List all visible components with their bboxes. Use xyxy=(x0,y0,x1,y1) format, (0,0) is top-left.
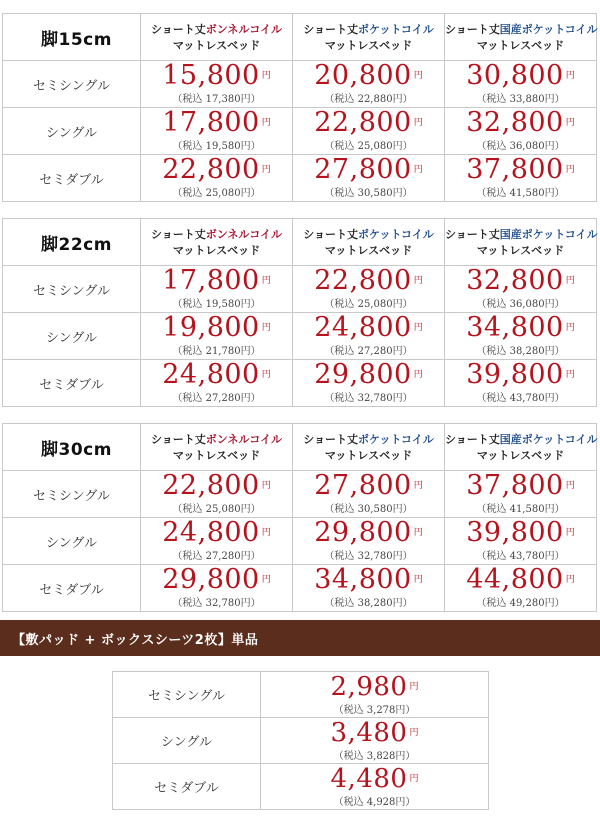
tax-included-price: （税込 3,828円） xyxy=(333,750,416,762)
header-suffix: マットレスベッド xyxy=(476,448,565,462)
yen-unit: 円 xyxy=(261,528,271,538)
price-cell xyxy=(445,61,597,108)
price-cell xyxy=(445,108,597,155)
price-cell xyxy=(141,518,293,565)
tax-included-price: （税込 32,780円） xyxy=(324,393,413,404)
price-cell xyxy=(293,155,445,202)
price-cell xyxy=(141,155,293,202)
price-value: 29,800 xyxy=(162,564,260,595)
table-row xyxy=(113,718,489,764)
tax-included-price: （税込 30,580円） xyxy=(324,504,413,515)
header-coil-type: 国産ポケットコイル xyxy=(499,22,598,36)
size-label: シングル xyxy=(3,108,141,155)
table-row xyxy=(3,155,597,202)
price-cell xyxy=(293,108,445,155)
price-value: 39,800 xyxy=(466,359,564,390)
header-coil-type: ポケットコイル xyxy=(358,227,434,241)
tax-included-price: （税込 25,080円） xyxy=(172,504,261,515)
tax-included-price: （税込 43,780円） xyxy=(476,393,565,404)
column-header xyxy=(293,14,445,61)
price-value: 4,480 xyxy=(330,763,408,794)
column-header xyxy=(445,219,597,266)
yen-unit: 円 xyxy=(261,71,271,81)
tax-included-price: （税込 49,280円） xyxy=(476,598,565,609)
tax-included-price: （税込 3,278円） xyxy=(333,704,416,716)
yen-unit: 円 xyxy=(261,575,271,585)
yen-unit: 円 xyxy=(409,681,419,692)
table-row xyxy=(3,360,597,407)
size-label: セミシングル xyxy=(3,471,141,518)
tax-included-price: （税込 25,080円） xyxy=(324,299,413,310)
yen-unit: 円 xyxy=(261,370,271,380)
table-row xyxy=(3,471,597,518)
tax-included-price: （税込 19,580円） xyxy=(172,299,261,310)
price-value: 39,800 xyxy=(466,517,564,548)
column-header xyxy=(293,219,445,266)
price-value: 24,800 xyxy=(162,359,260,390)
price-value: 27,800 xyxy=(314,154,412,185)
yen-unit: 円 xyxy=(261,165,271,175)
header-prefix: ショート丈 xyxy=(150,432,206,446)
table-row xyxy=(3,518,597,565)
header-coil-type: ポケットコイル xyxy=(358,22,434,36)
price-cell xyxy=(141,471,293,518)
header-prefix: ショート丈 xyxy=(303,227,359,241)
yen-unit: 円 xyxy=(413,481,423,491)
yen-unit: 円 xyxy=(413,118,423,128)
price-value: 19,800 xyxy=(162,312,260,343)
yen-unit: 円 xyxy=(413,575,423,585)
price-cell xyxy=(293,61,445,108)
size-label: セミダブル xyxy=(113,764,261,810)
price-value: 17,800 xyxy=(162,107,260,138)
tax-included-price: （税込 38,280円） xyxy=(324,598,413,609)
tax-included-price: （税込 32,780円） xyxy=(172,598,261,609)
column-header xyxy=(445,424,597,471)
header-suffix: マットレスベッド xyxy=(476,243,565,257)
size-label: セミシングル xyxy=(113,672,261,718)
yen-unit: 円 xyxy=(565,575,575,585)
header-suffix: マットレスベッド xyxy=(172,243,261,257)
price-value: 22,800 xyxy=(314,107,412,138)
leg-height-label: 脚15cm xyxy=(3,14,141,61)
table-row xyxy=(3,266,597,313)
table-row xyxy=(3,313,597,360)
sheets-price-table xyxy=(112,671,489,810)
tax-included-price: （税込 22,880円） xyxy=(324,94,413,105)
price-table-leg-3 xyxy=(2,423,597,612)
tax-included-price: （税込 43,780円） xyxy=(476,551,565,562)
header-prefix: ショート丈 xyxy=(303,432,359,446)
sheets-banner xyxy=(0,620,600,656)
price-value: 29,800 xyxy=(314,359,412,390)
header-suffix: マットレスベッド xyxy=(172,38,261,52)
header-coil-type: ボンネルコイル xyxy=(205,432,283,446)
price-value: 34,800 xyxy=(466,312,564,343)
size-label: セミシングル xyxy=(3,266,141,313)
price-value: 32,800 xyxy=(466,265,564,296)
header-prefix: ショート丈 xyxy=(445,22,500,36)
size-label: セミダブル xyxy=(3,565,141,612)
price-value: 22,800 xyxy=(162,154,260,185)
price-value: 22,800 xyxy=(162,470,260,501)
tax-included-price: （税込 25,080円） xyxy=(324,141,413,152)
header-coil-type: 国産ポケットコイル xyxy=(499,227,598,241)
price-value: 20,800 xyxy=(314,60,412,91)
size-label: シングル xyxy=(3,518,141,565)
tax-included-price: （税込 21,780円） xyxy=(172,346,261,357)
yen-unit: 円 xyxy=(565,118,575,128)
tax-included-price: （税込 17,380円） xyxy=(172,94,261,105)
sheets-banner-title: 【敷パッド + ボックスシーツ2枚】単品 xyxy=(12,633,259,648)
price-value: 44,800 xyxy=(466,564,564,595)
tax-included-price: （税込 38,280円） xyxy=(476,346,565,357)
header-suffix: マットレスベッド xyxy=(172,448,261,462)
yen-unit: 円 xyxy=(565,481,575,491)
tax-included-price: （税込 33,880円） xyxy=(476,94,565,105)
price-cell xyxy=(445,565,597,612)
price-cell xyxy=(141,266,293,313)
price-value: 2,980 xyxy=(330,671,408,702)
header-prefix: ショート丈 xyxy=(150,22,206,36)
price-cell xyxy=(141,61,293,108)
table-row xyxy=(3,565,597,612)
yen-unit: 円 xyxy=(565,370,575,380)
header-prefix: ショート丈 xyxy=(150,227,206,241)
yen-unit: 円 xyxy=(565,276,575,286)
yen-unit: 円 xyxy=(413,370,423,380)
price-cell xyxy=(261,672,489,718)
size-label: シングル xyxy=(3,313,141,360)
price-value: 3,480 xyxy=(330,717,408,748)
price-value: 17,800 xyxy=(162,265,260,296)
yen-unit: 円 xyxy=(413,71,423,81)
tax-included-price: （税込 41,580円） xyxy=(476,504,565,515)
price-cell xyxy=(141,565,293,612)
header-coil-type: ボンネルコイル xyxy=(205,227,283,241)
header-suffix: マットレスベッド xyxy=(324,448,413,462)
yen-unit: 円 xyxy=(409,727,419,738)
price-value: 37,800 xyxy=(466,154,564,185)
price-cell xyxy=(141,313,293,360)
price-cell xyxy=(293,471,445,518)
price-value: 37,800 xyxy=(466,470,564,501)
price-value: 15,800 xyxy=(162,60,260,91)
price-cell xyxy=(445,266,597,313)
column-header xyxy=(141,424,293,471)
yen-unit: 円 xyxy=(413,323,423,333)
yen-unit: 円 xyxy=(261,481,271,491)
yen-unit: 円 xyxy=(565,528,575,538)
price-cell xyxy=(445,155,597,202)
table-row xyxy=(3,61,597,108)
price-cell xyxy=(293,565,445,612)
tax-included-price: （税込 19,580円） xyxy=(172,141,261,152)
tax-included-price: （税込 25,080円） xyxy=(172,188,261,199)
column-header xyxy=(445,14,597,61)
yen-unit: 円 xyxy=(409,773,419,784)
tax-included-price: （税込 32,780円） xyxy=(324,551,413,562)
price-cell xyxy=(293,360,445,407)
size-label: シングル xyxy=(113,718,261,764)
price-table-leg-2 xyxy=(2,218,597,407)
tax-included-price: （税込 27,280円） xyxy=(324,346,413,357)
table-row xyxy=(3,108,597,155)
column-header xyxy=(141,14,293,61)
table-row xyxy=(113,764,489,810)
column-header xyxy=(141,219,293,266)
yen-unit: 円 xyxy=(413,165,423,175)
column-header xyxy=(293,424,445,471)
leg-height-label: 脚30cm xyxy=(3,424,141,471)
header-prefix: ショート丈 xyxy=(445,432,500,446)
yen-unit: 円 xyxy=(413,276,423,286)
price-table-leg-1 xyxy=(2,13,597,202)
price-cell xyxy=(293,313,445,360)
tax-included-price: （税込 27,280円） xyxy=(172,393,261,404)
price-cell xyxy=(261,718,489,764)
header-suffix: マットレスベッド xyxy=(476,38,565,52)
price-value: 34,800 xyxy=(314,564,412,595)
price-cell xyxy=(445,471,597,518)
size-label: セミシングル xyxy=(3,61,141,108)
price-value: 22,800 xyxy=(314,265,412,296)
tax-included-price: （税込 36,080円） xyxy=(476,141,565,152)
table-row xyxy=(113,672,489,718)
price-value: 24,800 xyxy=(162,517,260,548)
price-value: 24,800 xyxy=(314,312,412,343)
size-label: セミダブル xyxy=(3,155,141,202)
price-value: 30,800 xyxy=(466,60,564,91)
header-suffix: マットレスベッド xyxy=(324,243,413,257)
yen-unit: 円 xyxy=(565,165,575,175)
price-cell xyxy=(293,266,445,313)
yen-unit: 円 xyxy=(413,528,423,538)
header-prefix: ショート丈 xyxy=(445,227,500,241)
yen-unit: 円 xyxy=(261,323,271,333)
yen-unit: 円 xyxy=(565,323,575,333)
header-coil-type: 国産ポケットコイル xyxy=(499,432,598,446)
price-value: 27,800 xyxy=(314,470,412,501)
price-cell xyxy=(141,360,293,407)
tax-included-price: （税込 30,580円） xyxy=(324,188,413,199)
tax-included-price: （税込 36,080円） xyxy=(476,299,565,310)
yen-unit: 円 xyxy=(261,276,271,286)
tax-included-price: （税込 27,280円） xyxy=(172,551,261,562)
header-coil-type: ポケットコイル xyxy=(358,432,434,446)
header-prefix: ショート丈 xyxy=(303,22,359,36)
yen-unit: 円 xyxy=(261,118,271,128)
price-cell xyxy=(445,518,597,565)
tax-included-price: （税込 41,580円） xyxy=(476,188,565,199)
price-cell xyxy=(261,764,489,810)
yen-unit: 円 xyxy=(565,71,575,81)
tax-included-price: （税込 4,928円） xyxy=(333,796,416,808)
header-suffix: マットレスベッド xyxy=(324,38,413,52)
price-value: 32,800 xyxy=(466,107,564,138)
price-cell xyxy=(293,518,445,565)
price-cell xyxy=(141,108,293,155)
price-cell xyxy=(445,313,597,360)
size-label: セミダブル xyxy=(3,360,141,407)
header-coil-type: ボンネルコイル xyxy=(205,22,283,36)
price-cell xyxy=(445,360,597,407)
leg-height-label: 脚22cm xyxy=(3,219,141,266)
price-value: 29,800 xyxy=(314,517,412,548)
